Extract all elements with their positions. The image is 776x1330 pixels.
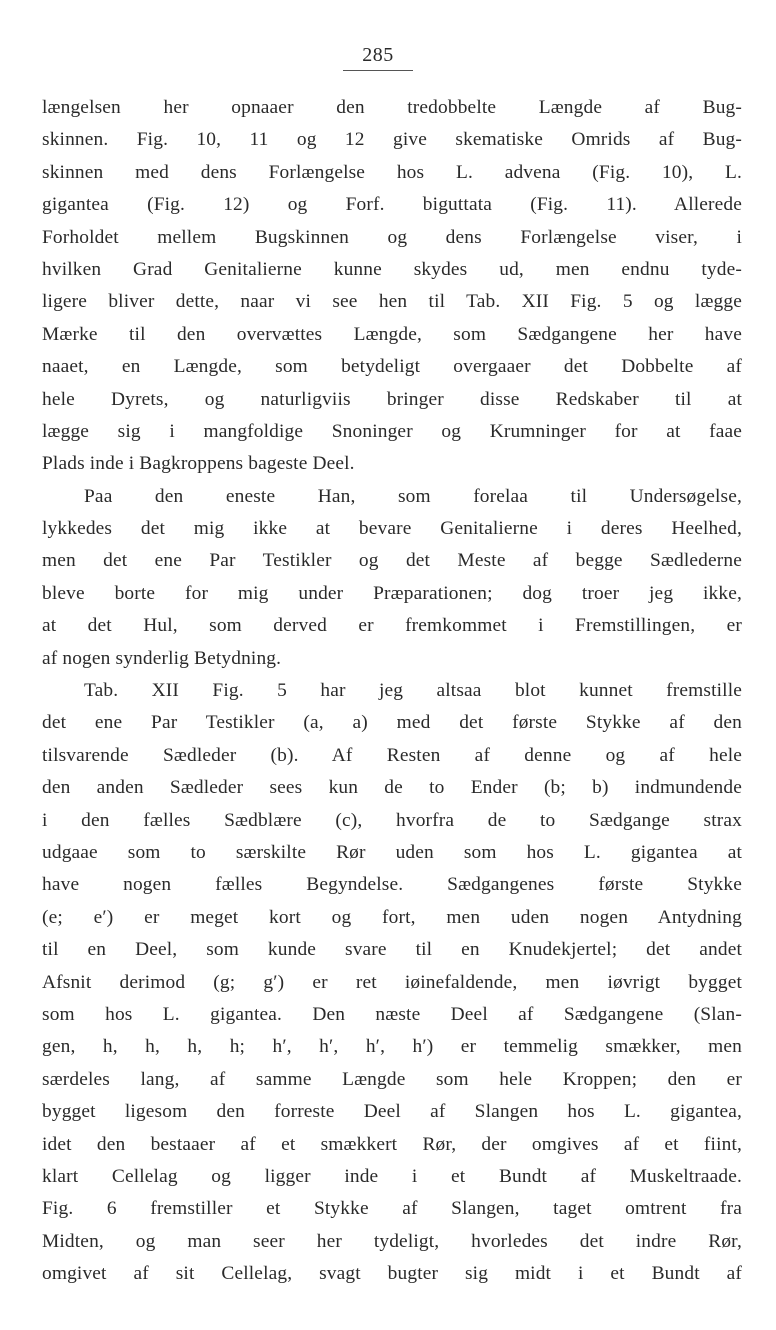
text-line: tilsvarende Sædleder (b). Af Resten af denne og af hele — [42, 744, 742, 766]
text-line: Forholdet mellem Bugskinnen og dens Forlængelse viser, i — [42, 226, 742, 248]
text-line: længelsen her opnaaer den tredobbelte Længde af Bug- — [42, 97, 742, 118]
paragraph-end-line: Plads inde i Bagkroppens bageste Deel. — [42, 453, 355, 475]
text-line: Midten, og man seer her tydeligt, hvorledes det indre Rør, — [42, 1230, 742, 1252]
text-line: særdeles lang, af samme Længde som hele Kroppen; den er — [42, 1068, 742, 1090]
paragraph-end-line: af nogen synderlig Betydning. — [42, 647, 282, 669]
text-line: som hos L. gigantea. Den næste Deel af Sædgangene (Slan- — [42, 1003, 742, 1025]
text-line: men det ene Par Testikler og det Meste af begge Sædlederne — [42, 550, 742, 572]
text-line: Mærke til den overvættes Længde, som Sædgangene her have — [42, 323, 742, 345]
text-line: skinnen. Fig. 10, 11 og 12 give skematiske Omrids af Bug- — [42, 129, 742, 151]
text-line: have nogen fælles Begyndelse. Sædgangenes første Stykke — [42, 874, 742, 896]
text-line: hele Dyrets, og naturligviis bringer disse Redskaber til at — [42, 388, 742, 410]
text-line: klart Cellelag og ligger inde i et Bundt af Muskeltraade. — [42, 1165, 742, 1187]
paragraph-start-line: Paa den eneste Han, som forelaa til Undersøgelse, — [84, 485, 742, 507]
text-line: gigantea (Fig. 12) og Forf. biguttata (Fig. 11). Allerede — [42, 194, 742, 216]
text-line: bleve borte for mig under Præparationen; dog troer jeg ikke, — [42, 582, 742, 604]
text-line: at det Hul, som derved er fremkommet i Fremstillingen, er — [42, 615, 742, 637]
text-line: den anden Sædleder sees kun de to Ender (b; b) indmundende — [42, 777, 742, 799]
text-line: hvilken Grad Genitalierne kunne skydes ud, men endnu tyde- — [42, 258, 742, 280]
body-text — [42, 92, 742, 1290]
text-line: Afsnit derimod (g; g′) er ret iøinefaldende, men iøvrigt bygget — [42, 971, 742, 993]
text-line: skinnen med dens Forlængelse hos L. advena (Fig. 10), L. — [42, 161, 742, 183]
text-line: gen, h, h, h, h; h′, h′, h′, h′) er temmelig smækker, men — [42, 1036, 742, 1058]
paragraph-start-line: Tab. XII Fig. 5 har jeg altsaa blot kunnet fremstille — [84, 680, 742, 702]
text-line: Fig. 6 fremstiller et Stykke af Slangen, taget omtrent fra — [42, 1198, 742, 1220]
text-line: til en Deel, som kunde svare til en Knudekjertel; det andet — [42, 939, 742, 961]
text-line: i den fælles Sædblære (c), hvorfra de to Sædgange strax — [42, 809, 742, 831]
text-line: udgaae som to særskilte Rør uden som hos L. gigantea at — [42, 841, 742, 863]
text-line: lægge sig i mangfoldige Snoninger og Krumninger for at faae — [42, 420, 742, 442]
text-line: idet den bestaaer af et smækkert Rør, der omgives af et fiint, — [42, 1133, 742, 1155]
text-line: omgivet af sit Cellelag, svagt bugter sig midt i et Bundt af — [42, 1263, 742, 1285]
text-line: bygget ligesom den forreste Deel af Slangen hos L. gigantea, — [42, 1101, 742, 1123]
page-number: 285 — [362, 44, 394, 66]
text-line: lykkedes det mig ikke at bevare Genitalierne i deres Heelhed, — [42, 518, 742, 540]
text-line: det ene Par Testikler (a, a) med det første Stykke af den — [42, 712, 742, 734]
page-number-underline — [343, 70, 413, 71]
text-line: (e; e′) er meget kort og fort, men uden nogen Antydning — [42, 906, 742, 928]
text-line: ligere bliver dette, naar vi see hen til Tab. XII Fig. 5 og lægge — [42, 291, 742, 313]
text-line: naaet, en Længde, som betydeligt overgaaer det Dobbelte af — [42, 356, 742, 378]
